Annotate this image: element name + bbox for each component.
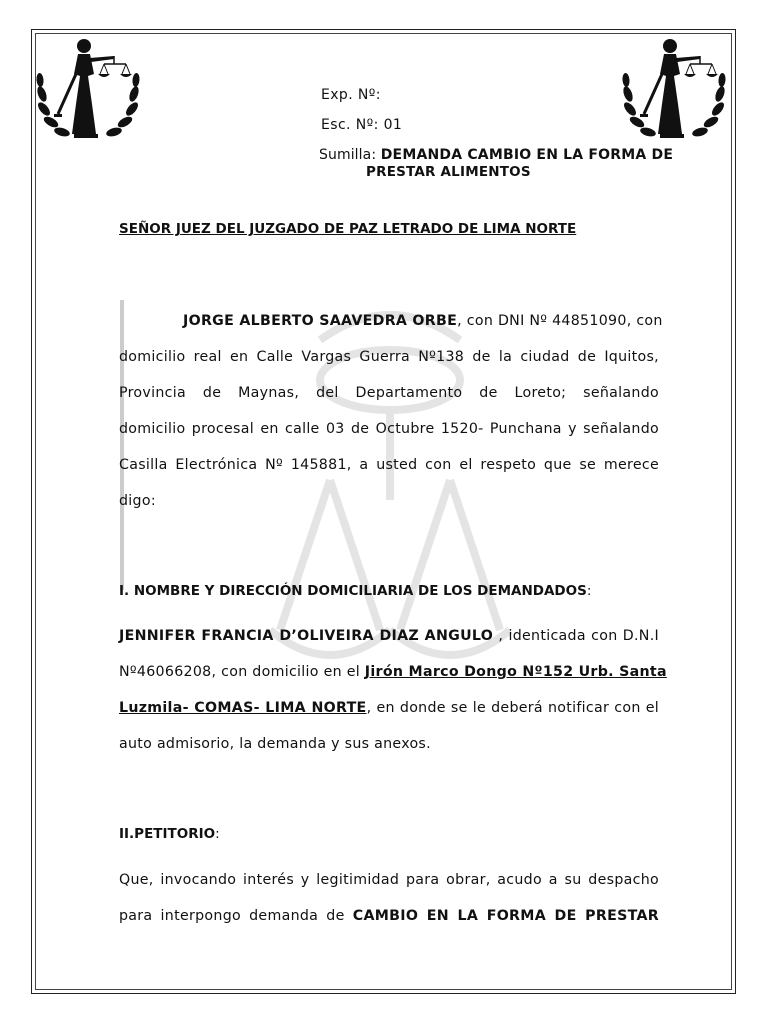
section-1-heading (119, 583, 591, 599)
section-2-line-1: Que, invocando interés y legitimidad para obrar, acudo a su despacho (119, 872, 659, 888)
plaintiff-name: JORGE ALBERTO SAAVEDRA ORBE (183, 313, 458, 329)
intro-line-1 (119, 313, 663, 333)
section-1-line-1 (119, 628, 659, 648)
sumilla-label: Sumilla: (319, 147, 377, 163)
lady-justice-emblem-icon (34, 34, 142, 144)
section-2-heading-text: II.PETITORIO (119, 826, 216, 842)
petition-title: CAMBIO EN LA FORMA DE PRESTAR (352, 908, 659, 924)
sumilla-value-1: DEMANDA CAMBIO EN LA FORMA DE (380, 147, 674, 163)
section-2-heading-colon: : (215, 826, 220, 842)
section-2-line-2-a: para interpongo demanda de (119, 908, 353, 924)
sumilla-value-2: PRESTAR ALIMENTOS (366, 164, 531, 180)
section-1-heading-colon: : (586, 583, 592, 599)
section-2-heading (119, 826, 220, 842)
section-1-line-2-a: Nº46066208, con domicilio en el (119, 664, 365, 680)
defendant-address-1: Jirón Marco Dongo Nº152 Urb. Santa (364, 664, 667, 680)
exp-label: Exp. Nº: (321, 87, 381, 103)
section-1-line-4: auto admisorio, la demanda y sus anexos. (119, 736, 431, 752)
section-2-line-2 (119, 908, 659, 928)
intro-line-1-rest: , con DNI Nº 44851090, con (457, 313, 663, 329)
intro-line-2: domicilio real en Calle Vargas Guerra Nº138 de la ciudad de Iquitos, (119, 349, 659, 365)
lady-justice-emblem-icon (620, 34, 728, 144)
addressee: SEÑOR JUEZ DEL JUZGADO DE PAZ LETRADO DE LIMA NORTE (119, 221, 577, 237)
intro-line-6: digo: (119, 493, 156, 509)
defendant-address-2: Luzmila- COMAS- LIMA NORTE (119, 700, 367, 716)
intro-line-3: Provincia de Maynas, del Departamento de Loreto; señalando (119, 385, 659, 401)
defendant-name: JENNIFER FRANCIA D’OLIVEIRA DIAZ ANGULO (119, 628, 494, 644)
section-1-heading-text: I. NOMBRE Y DIRECCIÓN DOMICILIARIA DE LOS DEMANDADOS (119, 583, 587, 599)
intro-line-4: domicilio procesal en calle 03 de Octubre 1520- Punchana y señalando (119, 421, 659, 437)
esc-label: Esc. Nº: 01 (321, 117, 403, 133)
section-1-line-2 (119, 664, 667, 684)
margin-bar (120, 300, 124, 590)
section-1-line-3 (119, 700, 659, 720)
section-1-line-1-rest: , identicada con D.N.I (493, 628, 659, 644)
section-1-line-3-b: , en donde se le deberá notificar con el (366, 700, 659, 716)
intro-line-5: Casilla Electrónica Nº 145881, a usted con el respeto que se merece (119, 457, 659, 473)
sumilla-line (319, 147, 673, 163)
